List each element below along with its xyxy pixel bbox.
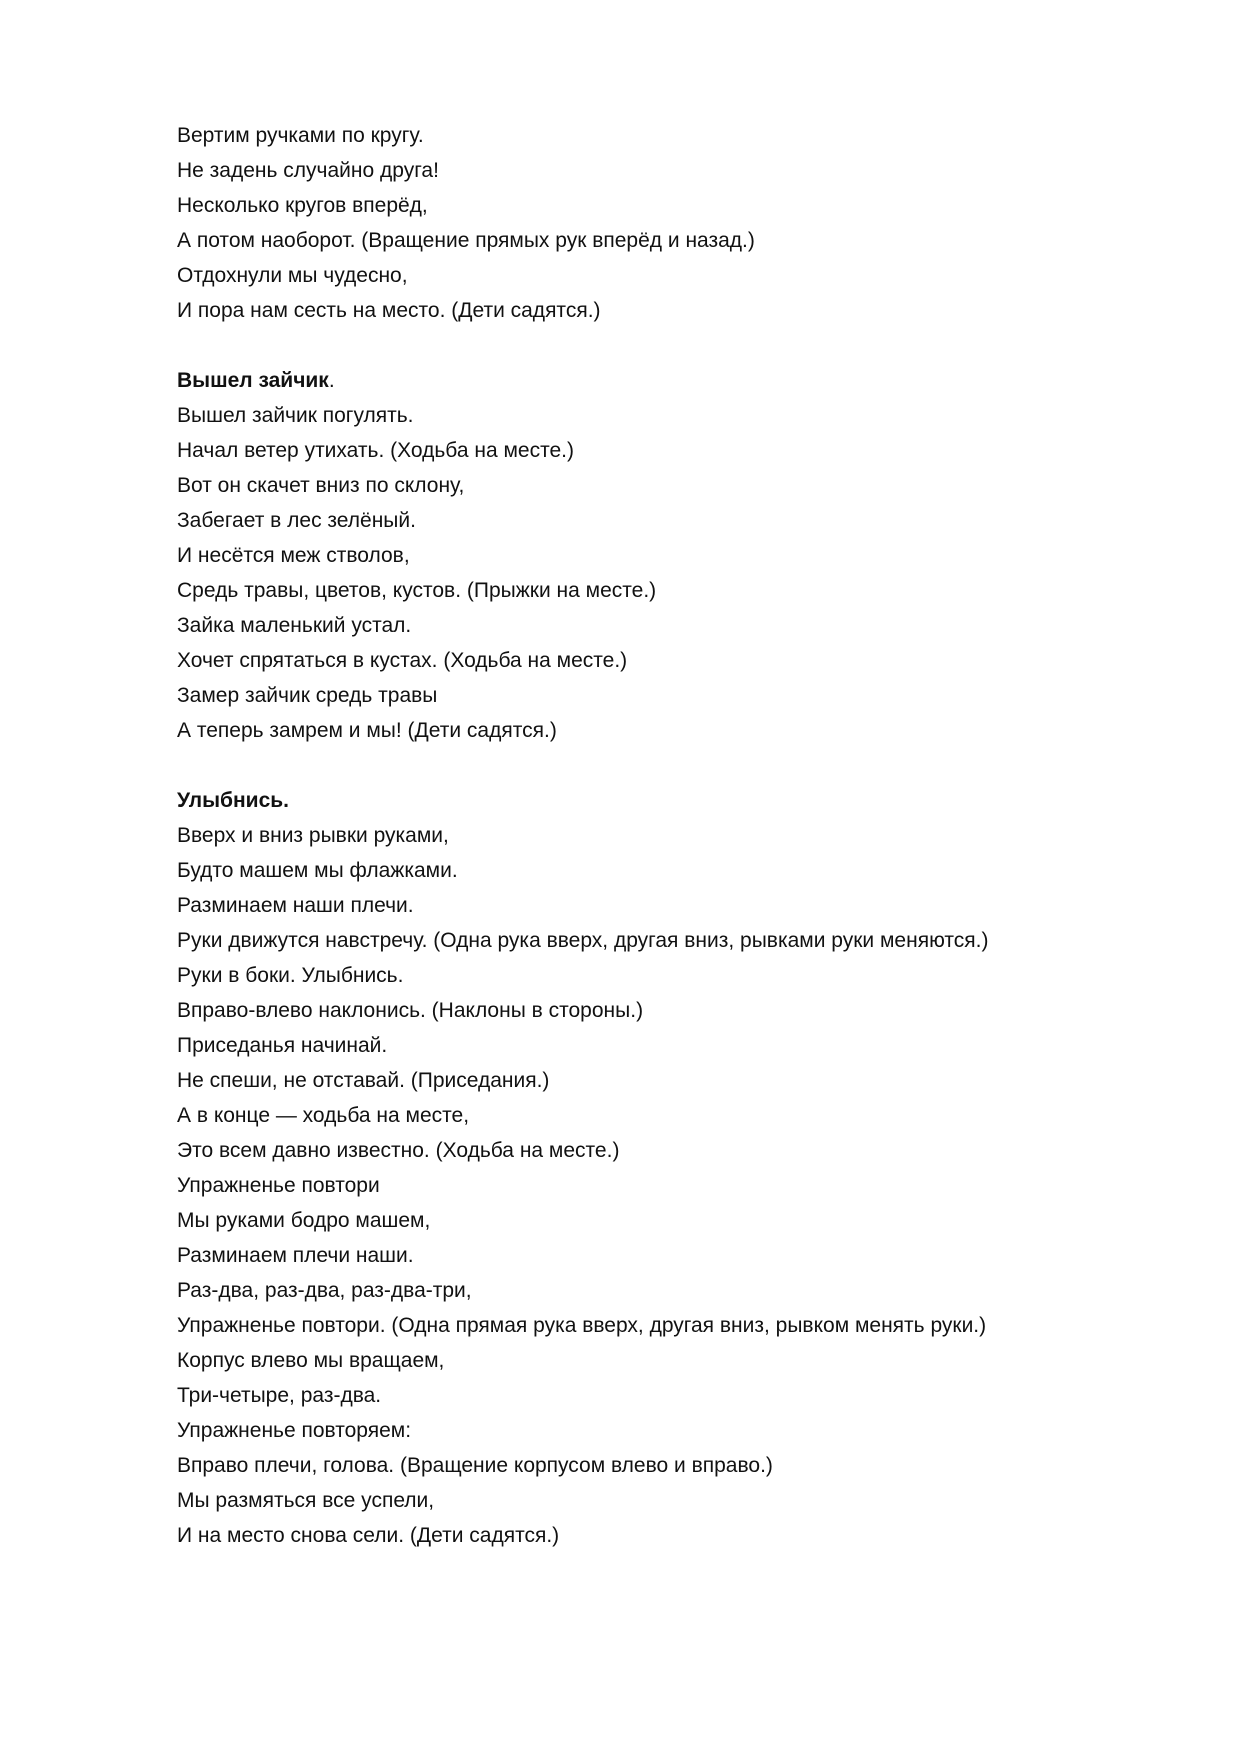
poem-line: Средь травы, цветов, кустов. (Прыжки на месте.) bbox=[177, 579, 657, 602]
poem-line: Не спеши, не отставай. (Приседания.) bbox=[177, 1069, 550, 1092]
poem-line: Отдохнули мы чудесно, bbox=[177, 264, 408, 287]
poem-line: Забегает в лес зелёный. bbox=[177, 509, 416, 532]
poem-line: Замер зайчик средь травы bbox=[177, 684, 438, 707]
section-gap bbox=[177, 328, 1177, 363]
poem-line: Не задень случайно друга! bbox=[177, 159, 439, 182]
section-heading bbox=[177, 363, 1177, 398]
poem-line: И пора нам сесть на место. (Дети садятся.) bbox=[177, 299, 601, 322]
poem-line: А в конце — ходьба на месте, bbox=[177, 1104, 470, 1127]
poem-line: Зайка маленький устал. bbox=[177, 614, 412, 637]
poem-line: Это всем давно известно. (Ходьба на месте.) bbox=[177, 1139, 620, 1162]
section-title: Улыбнись. bbox=[177, 789, 290, 812]
section-title-suffix: . bbox=[328, 369, 335, 392]
poem-line: А теперь замрем и мы! (Дети садятся.) bbox=[177, 719, 557, 742]
document-content bbox=[177, 118, 1177, 1553]
poem-section-2 bbox=[177, 363, 1177, 748]
poem-line: Мы руками бодро машем, bbox=[177, 1209, 431, 1232]
section-gap bbox=[177, 748, 1177, 783]
poem-line: Мы размяться все успели, bbox=[177, 1489, 435, 1512]
poem-line: Три-четыре, раз-два. bbox=[177, 1384, 382, 1407]
poem-line: Вверх и вниз рывки руками, bbox=[177, 824, 449, 847]
section-heading bbox=[177, 783, 1177, 818]
poem-line: Вот он скачет вниз по склону, bbox=[177, 474, 465, 497]
poem-line: Разминаем наши плечи. bbox=[177, 894, 414, 917]
poem-line: Вертим ручками по кругу. bbox=[177, 124, 424, 147]
poem-line: Упражненье повторяем: bbox=[177, 1419, 412, 1442]
poem-line: Руки движутся навстречу. (Одна рука вверх, другая вниз, рывками руки меняются.) bbox=[177, 929, 989, 952]
poem-line: Начал ветер утихать. (Ходьба на месте.) bbox=[177, 439, 574, 462]
poem-line: Упражненье повтори bbox=[177, 1174, 380, 1197]
poem-section-3 bbox=[177, 783, 1177, 1553]
poem-line: Упражненье повтори. (Одна прямая рука вверх, другая вниз, рывком менять руки.) bbox=[177, 1314, 987, 1337]
poem-line: Приседанья начинай. bbox=[177, 1034, 388, 1057]
section-title: Вышел зайчик bbox=[177, 369, 329, 392]
poem-line: Руки в боки. Улыбнись. bbox=[177, 964, 404, 987]
poem-line: Корпус влево мы вращаем, bbox=[177, 1349, 445, 1372]
poem-line: И несётся меж стволов, bbox=[177, 544, 410, 567]
poem-section-1 bbox=[177, 118, 1177, 328]
poem-line: Разминаем плечи наши. bbox=[177, 1244, 414, 1267]
poem-line: Будто машем мы флажками. bbox=[177, 859, 458, 882]
poem-line: Вышел зайчик погулять. bbox=[177, 404, 414, 427]
poem-line: А потом наоборот. (Вращение прямых рук вперёд и назад.) bbox=[177, 229, 755, 252]
poem-line: Хочет спрятаться в кустах. (Ходьба на месте.) bbox=[177, 649, 628, 672]
poem-line: И на место снова сели. (Дети садятся.) bbox=[177, 1524, 560, 1547]
poem-line: Несколько кругов вперёд, bbox=[177, 194, 428, 217]
poem-line: Вправо-влево наклонись. (Наклоны в стороны.) bbox=[177, 999, 644, 1022]
poem-line: Раз-два, раз-два, раз-два-три, bbox=[177, 1279, 472, 1302]
poem-line: Вправо плечи, голова. (Вращение корпусом влево и вправо.) bbox=[177, 1454, 773, 1477]
